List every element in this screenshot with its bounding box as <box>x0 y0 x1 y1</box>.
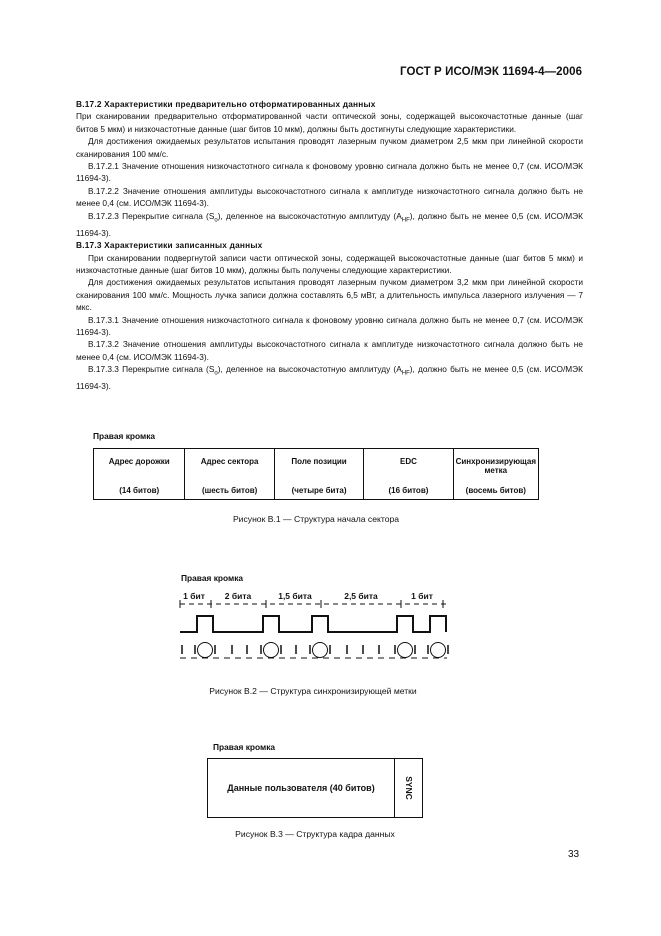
paragraph: В.17.2.2 Значение отношения амплитуды высокочастотного сигнала к амплитуде низкочастотного сигнала должно быть не менее 0,4 (см. ИСО/МЭК 11694-3). <box>76 185 583 209</box>
mark-circle <box>198 643 213 658</box>
sync-mark-diagram <box>175 585 455 675</box>
paragraph: При сканировании предварительно отформатированной части оптической зоны, содержащей высокочастотные данные (шаг битов 5 мкм) и низкочастотные данные (шаг битов 10 мкм), должны быть достигнуты следующие характеристики. <box>76 111 583 134</box>
sync-mark-cell: Синхронизирующая метка (восемь битов) <box>453 449 538 500</box>
interval-label: 2,5 бита <box>344 591 378 601</box>
section-heading-b173: В.17.3 Характеристики записанных данных <box>76 240 263 251</box>
sync-field: SYNC <box>403 776 414 800</box>
paragraph: При сканировании подвергнутой записи части оптической зоны, содержащей высокочастотные данные (шаг битов 5 мкм) и низкочастотные данные (шаг битов 10 мкм), должны быть получены следующие характеристики. <box>76 252 583 275</box>
track-address-cell: Адрес дорожки (14 битов) <box>94 449 185 500</box>
body-text <box>76 98 583 393</box>
section-heading-b172: В.17.2 Характеристики предварительно отформатированных данных <box>76 99 376 109</box>
paragraph: Для достижения ожидаемых результатов испытания проводят лазерным пучком диаметром 3,2 мкм при линейной скорости сканирования 100 мм/с. Мощность лучка записи должна составлять 6,5 мВт, а длительность импульса лазерного излучения — 7 мкс. <box>76 277 583 313</box>
paragraph: В.17.3.1 Значение отношения низкочастотного сигнала к фоновому уровню сигнала должно быть не менее 0,7 (см. ИСО/МЭК 11694-3). <box>76 314 583 337</box>
interval-label: 1,5 бита <box>278 591 312 601</box>
paragraph: В.17.3.2 Значение отношения амплитуды высокочастотного сигнала к амплитуде низкочастотного сигнала должно быть не менее 0,4 (см. ИСО/МЭК 11694-3). <box>76 339 583 362</box>
data-frame-diagram <box>207 758 423 818</box>
figure3-caption: Рисунок В.3 — Структура кадра данных <box>235 829 395 839</box>
figure2-caption: Рисунок В.2 — Структура синхронизирующей метки <box>209 686 417 696</box>
paragraph: Для достижения ожидаемых результатов испытания проводят лазерным пучком диаметром 2,5 мкм при линейной скорости сканирования 100 мм/с. <box>76 136 583 159</box>
interval-label: 1 бит <box>411 591 433 601</box>
figure3-label: Правая кромка <box>213 742 276 752</box>
paragraph: В.17.2.3 Перекрытие сигнала $(S_o)$, деленное на высокочастотную амплитуду $(A_{HF})$, должно быть не менее 0,5 (см. ИСО/МЭК 11694-3). <box>76 210 583 238</box>
edc-cell: EDC (16 битов) <box>364 449 453 500</box>
figure1-caption: Рисунок В.1 — Структура начала сектора <box>232 514 400 524</box>
mark-circle <box>398 643 413 658</box>
interval-label: 1 бит <box>183 591 205 601</box>
page-number: 33 <box>568 849 580 860</box>
position-field-cell: Поле позиции (четыре бита) <box>274 449 363 500</box>
mark-circle <box>264 643 279 658</box>
sync-waveform <box>180 616 446 632</box>
figure1-label: Правая кромка <box>93 431 156 441</box>
user-data-field: Данные пользователя (40 битов) <box>208 759 395 817</box>
sector-start-table <box>93 448 539 500</box>
paragraph: В.17.2.1 Значение отношения низкочастотного сигнала к фоновому уровню сигнала должно быть не менее 0,7 (см. ИСО/МЭК 11694-3). <box>76 161 583 184</box>
paragraph: В.17.3.3 Перекрытие сигнала $(S_o)$, деленное на высокочастотную амплитуду $(A_{HF})$, должно быть не менее 0,5 (см. ИСО/МЭК 11694-3). <box>76 364 583 392</box>
document-header: ГОСТ Р ИСО/МЭК 11694-4—2006 <box>400 66 583 78</box>
sector-address-cell: Адрес сектора (шесть битов) <box>185 449 274 500</box>
interval-label: 2 бита <box>224 591 252 601</box>
figure2-label: Правая кромка <box>181 573 244 583</box>
mark-circle <box>313 643 328 658</box>
mark-circle <box>431 643 446 658</box>
